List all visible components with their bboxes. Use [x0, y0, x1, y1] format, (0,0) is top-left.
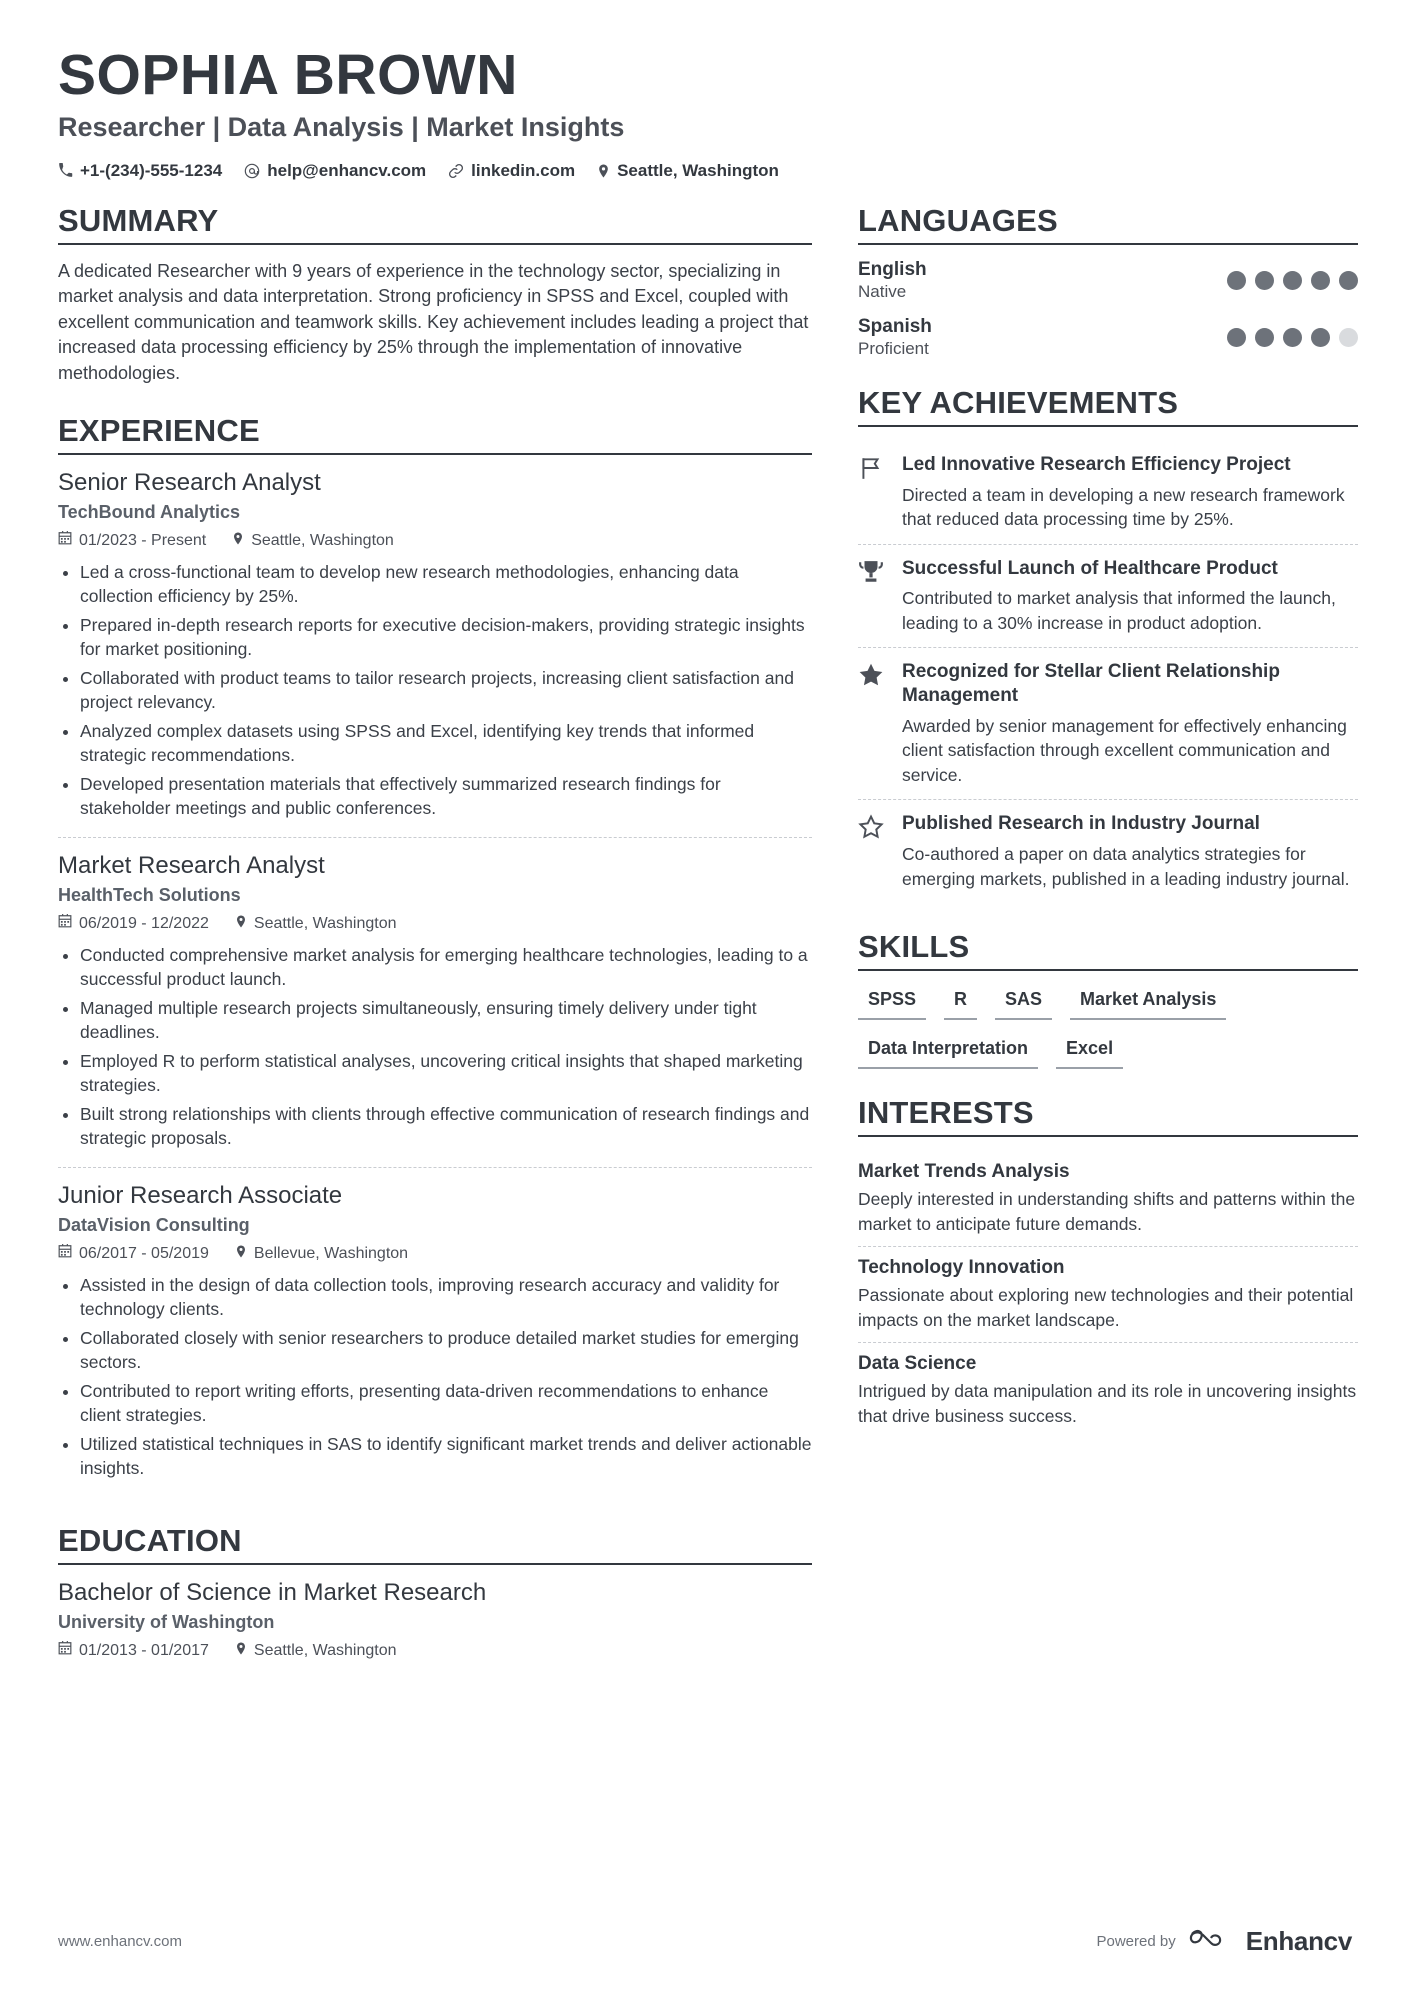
education-heading: EDUCATION	[58, 1522, 242, 1558]
experience-heading: EXPERIENCE	[58, 412, 260, 448]
language-rating	[1227, 271, 1358, 290]
interests-rule	[858, 1135, 1358, 1137]
job-location	[232, 531, 394, 551]
flag-icon	[858, 453, 888, 532]
language-item	[858, 259, 1358, 302]
job-title: Market Research Analyst	[58, 851, 325, 879]
contact-location	[597, 161, 779, 181]
job-bullet: • Managed multiple research projects simultaneously, ensuring timely delivery under tight deadlines.	[80, 996, 812, 1045]
achievement-item	[858, 441, 1358, 544]
achievement-desc: Contributed to market analysis that informed the launch, leading to a 30% increase in product adoption.	[902, 588, 1336, 633]
education-item	[58, 1579, 812, 1661]
job-company: DataVision Consulting	[58, 1214, 250, 1235]
summary-text: A dedicated Researcher with 9 years of experience in the technology sector, specializing in market analysis and data interpretation. Strong proficiency in SPSS and Excel, coupled with excellent communication and teamwork skills. Key achievement includes leading a project that increased data processing efficiency by 25% through the implementation of innovative methodologies.	[58, 260, 809, 384]
achievement-title: Recognized for Stellar Client Relationship Management	[902, 661, 1280, 707]
languages-rule	[858, 243, 1358, 245]
experience-section	[58, 413, 812, 1497]
contact-email	[244, 161, 426, 181]
interest-desc: Intrigued by data manipulation and its role in uncovering insights that drive business success.	[858, 1381, 1357, 1426]
education-school: University of Washington	[58, 1611, 275, 1632]
rating-dot	[1311, 271, 1330, 290]
star-outline-icon	[858, 812, 888, 891]
job-bullet: • Developed presentation materials that effectively summarized research findings for stakeholder meetings and public conferences.	[80, 772, 812, 821]
job-bullet: • Contributed to report writing efforts, presenting data-driven recommendations to enhance client strategies.	[80, 1379, 812, 1428]
enhancv-logo-icon	[1188, 1925, 1234, 1957]
achievements-heading: KEY ACHIEVEMENTS	[858, 384, 1179, 420]
achievement-desc: Directed a team in developing a new research framework that reduced data processing time by 25%.	[902, 484, 1345, 530]
skill-chip: Market Analysis	[1070, 985, 1226, 1020]
rating-dot	[1255, 328, 1274, 347]
contact-phone-text: +1-(234)-555-1234	[80, 160, 223, 180]
calendar-icon	[58, 1641, 72, 1660]
rating-dot-empty	[1339, 328, 1358, 347]
job-company: TechBound Analytics	[58, 501, 241, 522]
enhancv-wordmark: Enhancv	[1245, 1925, 1352, 1956]
job-dates-text: 06/2019 - 12/2022	[79, 914, 209, 932]
job-location-text: Seattle, Washington	[253, 914, 397, 932]
star-filled-icon	[858, 660, 888, 787]
calendar-icon	[58, 914, 72, 933]
job-location-text: Seattle, Washington	[251, 531, 394, 549]
language-level: Proficient	[858, 338, 929, 358]
interest-desc: Passionate about exploring new technologies and their potential impacts on the market landscape.	[858, 1285, 1354, 1330]
education-location-text: Seattle, Washington	[253, 1641, 397, 1659]
calendar-icon	[58, 1244, 72, 1263]
interest-desc: Deeply interested in understanding shifts and patterns within the market to anticipate future demands.	[858, 1189, 1356, 1234]
location-icon	[235, 1641, 247, 1661]
job-bullets	[58, 560, 812, 821]
achievement-title: Successful Launch of Healthcare Product	[902, 557, 1278, 579]
skill-chip: Excel	[1056, 1034, 1123, 1069]
education-location	[235, 1641, 397, 1661]
job-dates	[58, 914, 209, 933]
job-bullet: • Analyzed complex datasets using SPSS and Excel, identifying key trends that informed strategic recommendations.	[80, 719, 812, 768]
skill-chip: SAS	[995, 985, 1052, 1020]
contact-email-text[interactable]: help@enhancv.com	[267, 160, 427, 180]
location-icon	[235, 1244, 247, 1264]
job-company: HealthTech Solutions	[58, 884, 241, 905]
rating-dot	[1227, 328, 1246, 347]
language-rating	[1227, 328, 1358, 347]
language-name: Spanish	[858, 315, 932, 337]
contact-phone	[58, 161, 222, 181]
job-dates	[58, 1244, 209, 1263]
rating-dot	[1283, 271, 1302, 290]
job-bullet: • Prepared in-depth research reports for executive decision-makers, providing strategic insights for market positioning.	[80, 613, 812, 662]
education-dates	[58, 1641, 209, 1660]
candidate-name: SOPHIA BROWN	[58, 43, 518, 107]
job-bullet: • Built strong relationships with clients through effective communication of research findings and strategic proposals.	[80, 1102, 812, 1151]
job-bullet: • Utilized statistical techniques in SAS to identify significant market trends and deliver actionable insights.	[80, 1432, 812, 1481]
interests-heading: INTERESTS	[858, 1095, 1034, 1131]
job-meta	[58, 914, 812, 934]
job-location	[235, 914, 397, 934]
location-icon	[232, 531, 244, 551]
achievement-item	[858, 544, 1358, 648]
education-meta	[58, 1641, 812, 1661]
interests-section	[858, 1095, 1358, 1438]
interest-title: Market Trends Analysis	[858, 1161, 1070, 1183]
experience-item	[58, 1167, 812, 1497]
skill-chip: R	[944, 985, 977, 1020]
achievement-item	[858, 799, 1358, 903]
contact-link-text[interactable]: linkedin.com	[471, 160, 576, 180]
job-bullets	[58, 1273, 812, 1481]
powered-by-label: Powered by	[1096, 1932, 1176, 1950]
education-rule	[58, 1563, 812, 1565]
candidate-headline: Researcher | Data Analysis | Market Insights	[58, 111, 625, 142]
job-bullet: • Assisted in the design of data collection tools, improving research accuracy and validity for technology clients.	[80, 1273, 812, 1322]
summary-section	[58, 203, 812, 387]
rating-dot	[1227, 271, 1246, 290]
education-degree: Bachelor of Science in Market Research	[58, 1578, 487, 1606]
skills-heading: SKILLS	[858, 929, 970, 965]
achievement-desc: Awarded by senior management for effectively enhancing client satisfaction through excellent communication and service.	[902, 715, 1347, 785]
achievements-rule	[858, 425, 1358, 427]
contact-link	[448, 161, 575, 181]
job-bullet: • Led a cross-functional team to develop new research methodologies, enhancing data collection efficiency by 25%.	[80, 560, 812, 609]
location-icon	[597, 163, 610, 179]
skill-chip: SPSS	[858, 985, 926, 1020]
interest-item	[858, 1151, 1358, 1246]
email-icon	[244, 163, 260, 179]
experience-item	[58, 469, 812, 837]
summary-rule	[58, 243, 812, 245]
education-section	[58, 1523, 812, 1661]
left-column	[58, 203, 812, 1687]
location-icon	[235, 914, 247, 934]
experience-rule	[58, 453, 812, 455]
interest-title: Data Science	[858, 1353, 977, 1375]
interest-title: Technology Innovation	[858, 1257, 1065, 1279]
interest-item	[858, 1342, 1358, 1438]
achievements-section	[858, 385, 1358, 903]
resume-columns	[58, 202, 1357, 1687]
contact-location-text: Seattle, Washington	[617, 160, 779, 180]
resume-header	[58, 43, 1352, 181]
rating-dot	[1339, 271, 1358, 290]
skill-chip: Data Interpretation	[858, 1034, 1038, 1069]
job-dates-text: 06/2017 - 05/2019	[79, 1244, 209, 1262]
language-name: English	[858, 258, 927, 280]
job-bullet: • Collaborated with product teams to tailor research projects, increasing client satisfaction and project relevancy.	[80, 666, 812, 715]
job-bullet: • Employed R to perform statistical analyses, uncovering critical insights that shaped marketing strategies.	[80, 1049, 812, 1098]
contact-row	[58, 161, 1352, 181]
languages-section	[858, 203, 1358, 359]
job-bullet: • Conducted comprehensive market analysis for emerging healthcare technologies, leading to a successful product launch.	[80, 943, 812, 992]
link-icon	[448, 163, 464, 179]
rating-dot	[1311, 328, 1330, 347]
job-bullet: • Collaborated closely with senior researchers to produce detailed market studies for emerging sectors.	[80, 1326, 812, 1375]
right-column	[858, 203, 1358, 1464]
summary-heading: SUMMARY	[58, 202, 219, 238]
footer-branding	[1097, 1925, 1353, 1957]
skills-section	[858, 929, 1358, 1069]
achievement-desc: Co-authored a paper on data analytics strategies for emerging markets, published in a leading industry journal.	[902, 844, 1350, 889]
job-bullets	[58, 943, 812, 1151]
experience-item	[58, 837, 812, 1167]
phone-icon	[58, 163, 73, 178]
achievement-title: Led Innovative Research Efficiency Project	[902, 453, 1291, 475]
page-footer	[58, 1925, 1352, 1957]
job-meta	[58, 1244, 812, 1264]
skills-list	[858, 985, 1358, 1069]
languages-heading: LANGUAGES	[858, 202, 1058, 238]
job-dates	[58, 531, 206, 550]
job-location-text: Bellevue, Washington	[253, 1244, 409, 1262]
calendar-icon	[58, 531, 72, 550]
language-level: Native	[858, 281, 907, 301]
education-dates-text: 01/2013 - 01/2017	[79, 1641, 209, 1659]
achievement-item	[858, 647, 1358, 799]
achievement-title: Published Research in Industry Journal	[902, 813, 1260, 835]
job-title: Junior Research Associate	[58, 1181, 343, 1209]
rating-dot	[1255, 271, 1274, 290]
job-location	[235, 1244, 408, 1264]
footer-website[interactable]: www.enhancv.com	[58, 1932, 182, 1950]
job-meta	[58, 531, 812, 551]
trophy-icon	[858, 557, 888, 636]
interest-item	[858, 1246, 1358, 1342]
job-dates-text: 01/2023 - Present	[79, 531, 207, 549]
rating-dot	[1283, 328, 1302, 347]
job-title: Senior Research Analyst	[58, 468, 321, 496]
language-item	[858, 316, 1358, 359]
skills-rule	[858, 969, 1358, 971]
